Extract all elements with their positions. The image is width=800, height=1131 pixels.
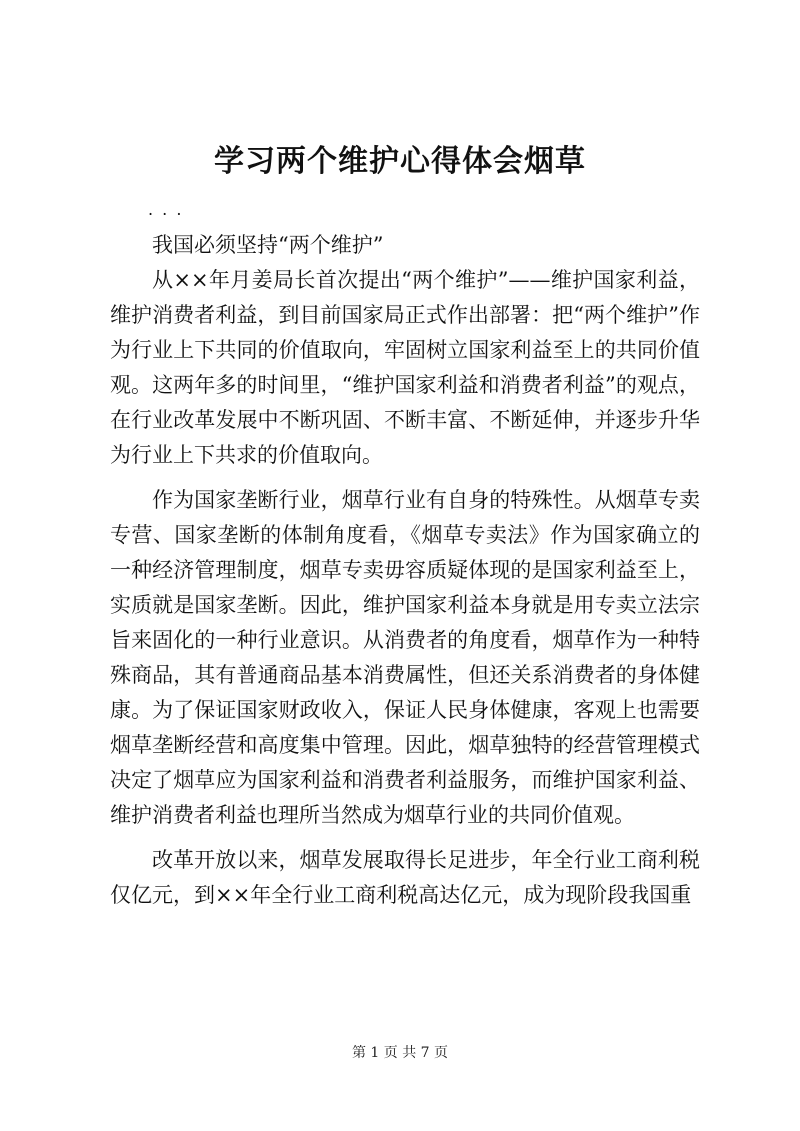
paragraph: 改革开放以来，烟草发展取得长足进步，年全行业工商利税仅亿元，到××年全行业工商利税高达亿元，成为现阶段我国重 (110, 848, 700, 907)
page-number-footer: 第 1 页 共 7 页 (351, 1045, 449, 1061)
paragraph: 作为国家垄断行业，烟草行业有自身的特殊性。从烟草专卖专营、国家垄断的体制角度看，《烟草专卖法》作为国家确立的一种经济管理制度，烟草专卖毋容质疑体现的是国家利益至上，实质就是国家垄断。因此，维护国家利益本身就是用专卖立法宗旨来固化的一种行业意识。从消费者的角度看，烟草作为一种特殊商品，其有普通商品基本消费属性，但还关系消费者的身体健康。为了保证国家财政收入，保证人民身体健康，客观上也需要烟草垄断经营和高度集中管理。因此，烟草独特的经营管理模式决定了烟草应为国家利益和消费者利益服务，而维护国家利益、维护消费者利益也理所当然成为烟草行业的共同价值观。 (110, 488, 700, 827)
paragraph: 从××年月姜局长首次提出“两个维护”——维护国家利益，维护消费者利益，到目前国家局正式作出部署：把“两个维护”作为行业上下共同的价值取向，牢固树立国家利益至上的共同价值观。这两年多的时间里，“维护国家利益和消费者利益”的观点，在行业改革发展中不断巩固、不断丰富、不断延伸，并逐步升华为行业上下共求的价值取向。 (110, 268, 700, 467)
ellipsis-marker: . . . (148, 200, 184, 219)
paragraph: 我国必须坚持“两个维护” (152, 233, 384, 257)
document-body (110, 228, 700, 913)
document-title: 学习两个维护心得体会烟草 (214, 144, 586, 179)
